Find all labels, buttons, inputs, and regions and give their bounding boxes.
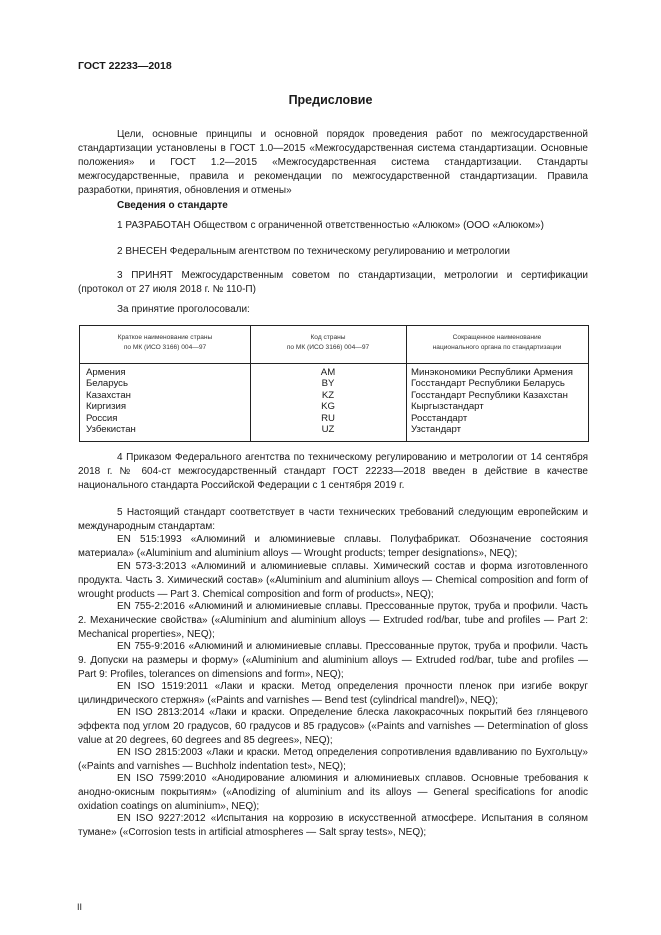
table-cell: Узстандарт [411,424,462,436]
table-cell: Росстандарт [411,412,468,424]
ref-en-iso-2815: EN ISO 2815:2003 «Лаки и краски. Метод определения сопротивления вдавливанию по Бухгольцу» («Paints and varnishes — Buchholz indentation test», NEQ); [78,747,588,772]
ref-en-515: EN 515:1993 «Алюминий и алюминиевые сплавы. Полуфабрикат. Обозначение состояния материала» («Aluminium and aluminium alloys — Wrought products; temper designations», NEQ); [78,534,588,559]
item-5: 5 Настоящий стандарт соответствует в части технических требований следующим европейским и международным стандартам: [78,507,588,532]
page-number: II [77,902,83,912]
item-3: 3 ПРИНЯТ Межгосударственным советом по стандартизации, метрологии и сертификации (протокол от 27 июля 2018 г. № 110-П) [78,270,588,295]
intro-paragraph: Цели, основные принципы и основной порядок проведения работ по межгосударственной стандартизации установлены в ГОСТ 1.0—2015 «Межгосударственная система стандартизации. Основные положения» и ГОСТ 1.2—2015 «Межгосударственная система стандартизации. Стандарты межгосударственные, правила и рекомендации по межгосударственной стандартизации. Правила разработки, принятия, обновления и отмены» [78,129,588,196]
table-column-codes [250,367,406,435]
table-cell: UZ [321,424,335,436]
table-header-code: Код страны по МК (ИСО 3166) 004—97 [286,334,370,351]
table-cell: Армения [86,367,126,378]
table-cell: RU [321,412,335,424]
table-cell: KZ [321,389,335,401]
table-cell: Минэкономики Республики Армения [411,367,573,378]
table-header-body: Сокращенное наименование национального органа по стандартизации [432,334,562,351]
table-column-bodies [411,367,573,435]
table-cell: Казахстан [86,389,131,401]
ref-en-573-3: EN 573-3:2013 «Алюминий и алюминиевые сплавы. Химический состав и форма изготовленного продукта. Часть 3. Химический состав» («Aluminium and aluminium alloys — Chemical composition and form of wrought products — Part 3. Chemical composition and form of products», NEQ); [78,561,588,600]
table-cell: Госстандарт Республики Казахстан [411,389,568,401]
table-cell: Госстандарт Республики Беларусь [411,378,565,390]
table-column-countries [86,367,136,435]
info-heading: Сведения о стандарте [117,200,228,211]
item-4: 4 Приказом Федерального агентства по техническому регулированию и метрологии от 14 сентября 2018 г. № 604-ст межгосударственный стандарт ГОСТ 22233—2018 введен в действие в качестве национального стандарта Российской Федерации с 1 сентября 2019 г. [78,452,588,491]
ref-en-755-2: EN 755-2:2016 «Алюминий и алюминиевые сплавы. Прессованные пруток, труба и профили. Часть 2. Механические свойства» («Aluminium and aluminium alloys — Extruded rod/bar, tube and profiles — Part 2: Mechanical properties», NEQ); [78,601,588,640]
vote-label: За принятие проголосовали: [117,304,250,315]
table-cell: Киргизия [86,401,127,413]
table-cell: BY [321,378,335,390]
table-header-divider [80,363,588,364]
item-1: 1 РАЗРАБОТАН Обществом с ограниченной ответственностью «Алюком» (ООО «Алюком») [117,220,544,231]
ref-en-iso-1519: EN ISO 1519:2011 «Лаки и краски. Метод определения прочности пленок при изгибе вокруг цилиндрического стержня» («Paints and varnishes — Bend test (cylindrical mandrel)», NEQ); [78,681,588,706]
ref-en-iso-2813: EN ISO 2813:2014 «Лаки и краски. Определение блеска лакокрасочных покрытий без глянцевого эффекта под углом 20 градусов, 60 градусов и 85 градусов» («Paints and varnishes — Determination of gloss value at 20 degrees, 60 degrees and 85 degrees», NEQ); [78,707,588,746]
table-cell: Кыргызстандарт [411,401,484,413]
table-cell: Россия [86,412,118,424]
document-code: ГОСТ 22233—2018 [78,60,172,72]
voting-table [79,325,589,442]
table-cell: KG [321,401,335,413]
ref-en-755-9: EN 755-9:2016 «Алюминий и алюминиевые сплавы. Прессованные пруток, труба и профили. Часть 9. Допуски на размеры и форму» («Aluminium and aluminium alloys — Extruded rod/bar, tube and profiles — Part 9: Profiles, tolerances on dimensions and form», NEQ); [78,641,588,680]
page-title: Предисловие [288,93,373,107]
table-cell: AM [320,367,336,378]
table-header-country: Краткое наименование страны по МК (ИСО 3166) 004—97 [117,334,213,351]
ref-en-iso-7599: EN ISO 7599:2010 «Анодирование алюминия и алюминиевых сплавов. Основные требования к анодно-окисным покрытиям» («Anodizing of aluminium and its alloys — General specifications for anodic oxidation coatings on aluminium», NEQ); [78,773,588,812]
ref-en-iso-9227: EN ISO 9227:2012 «Испытания на коррозию в искусственной атмосфере. Испытания в соляном тумане» («Corrosion tests in artificial atmospheres — Salt spray tests», NEQ); [78,813,588,838]
table-cell: Узбекистан [86,424,136,436]
table-cell: Беларусь [86,378,128,390]
item-2: 2 ВНЕСЕН Федеральным агентством по техническому регулированию и метрологии [117,246,510,257]
